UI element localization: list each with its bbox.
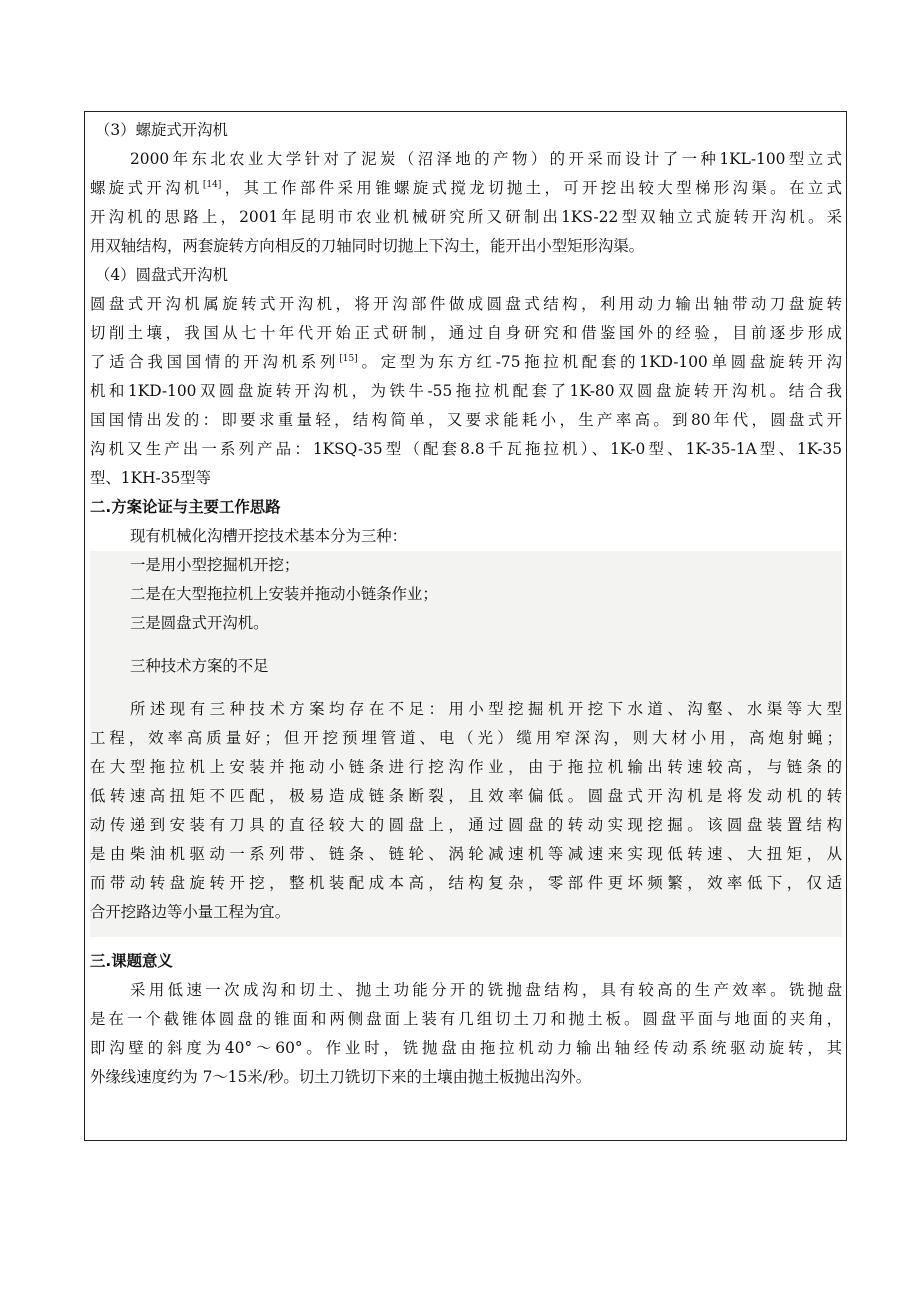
- chapter-heading-three: 三.课题意义: [90, 952, 173, 970]
- spacer: [90, 927, 842, 937]
- paragraph-line: 低转速高扭矩不匹配，极易造成链条断裂，且效率偏低。圆盘式开沟机是将发动机的转: [90, 787, 842, 805]
- chapter-heading-two: 二.方案论证与主要工作思路: [90, 498, 281, 516]
- paragraph-line: 工程，效率高质量好；但开挖预埋管道、电（光）缆用窄深沟，则大材小用，高炮射蝇；: [90, 729, 842, 747]
- paragraph-line: 合开挖路边等小量工程为宜。: [90, 903, 291, 921]
- citation: [14]: [202, 180, 222, 190]
- spacer: [90, 681, 842, 695]
- paragraph-line: 是在一个截锥体圆盘的锥面和两侧盘面上装有几组切土刀和抛土板。圆盘平面与地面的夹角，: [90, 1010, 842, 1028]
- paragraph-text: 。定型为东方红-75拖拉机配套的1KD-100单圆盘旋转开沟: [357, 353, 842, 371]
- paragraph-line: 在大型拖拉机上安装并拖动小链条进行挖沟作业，由于拖拉机输出转速较高，与链条的: [90, 758, 842, 776]
- list-item: 二是在大型拖拉机上安装并拖动小链条作业；: [130, 585, 438, 603]
- paragraph-line: 采用低速一次成沟和切土、抛土功能分开的铣抛盘结构，具有较高的生产效率。铣抛盘: [130, 981, 842, 999]
- section-heading-disc: （4）圆盘式开沟机: [95, 266, 228, 284]
- paragraph-line: 型、1KH-35型等: [90, 469, 212, 487]
- paragraph-line: 而带动转盘旋转开挖，整机装配成本高，结构复杂，零部件更坏频繁，效率低下，仅适: [90, 874, 842, 892]
- subheading: 三种技术方案的不足: [130, 657, 269, 675]
- section-heading-spiral: （3）螺旋式开沟机: [95, 121, 228, 139]
- paragraph-line: 2000年东北农业大学针对了泥炭（沼泽地的产物）的开采而设计了一种1KL-100型立式: [130, 150, 842, 168]
- paragraph-line: 国国情出发的：即要求重量轻，结构简单，又要求能耗小，生产率高。到80年代，圆盘式开: [90, 411, 842, 429]
- shaded-block: [90, 551, 842, 937]
- document-body: [90, 116, 842, 1092]
- paragraph-line: 圆盘式开沟机属旋转式开沟机，将开沟部件做成圆盘式结构，利用动力输出轴带动刀盘旋转: [90, 295, 842, 313]
- paragraph-text: 螺旋式开沟机: [90, 179, 203, 197]
- paragraph-line: 开沟机的思路上，2001年昆明市农业机械研究所又研制出1KS-22型双轴立式旋转开沟机。采: [90, 208, 842, 226]
- paragraph-text: 了适合我国国情的开沟机系列: [90, 353, 340, 371]
- paragraph-line: 切削土壤，我国从七十年代开始正式研制，通过自身研究和借鉴国外的经验，目前逐步形成: [90, 324, 842, 342]
- paragraph-line: 所述现有三种技术方案均存在不足：用小型挖掘机开挖下水道、沟壑、水渠等大型: [130, 700, 842, 718]
- citation: [15]: [339, 354, 358, 364]
- paragraph-line: 沟机又生产出一系列产品：1KSQ-35型（配套8.8千瓦拖拉机）、1K-0型、1K-35-1A型、1K-35: [90, 440, 842, 458]
- paragraph-text: ，其工作部件采用锥螺旋式搅龙切抛土，可开挖出较大型梯形沟渠。在立式: [221, 179, 842, 197]
- intro-line: 现有机械化沟槽开挖技术基本分为三种：: [130, 527, 408, 545]
- paragraph-line: 是由柴油机驱动一系列带、链条、链轮、涡轮减速机等减速来实现低转速、大扭矩，从: [90, 845, 842, 863]
- spacer: [90, 937, 842, 947]
- paragraph-line: 外缘线速度约为 7～15米/秒。切土刀铣切下来的土壤由抛土板抛出沟外。: [90, 1068, 592, 1086]
- list-item: 一是用小型挖掘机开挖；: [130, 556, 300, 574]
- paragraph-line: [90, 348, 842, 377]
- list-item: 三是圆盘式开沟机。: [130, 614, 269, 632]
- paragraph-line: 机和1KD-100双圆盘旋转开沟机，为铁牛-55拖拉机配套了1K-80双圆盘旋转开沟机。结合我: [90, 382, 842, 400]
- paragraph-line: 动传递到安装有刀具的直径较大的圆盘上，通过圆盘的转动实现挖掘。该圆盘装置结构: [90, 816, 842, 834]
- paragraph-line: [90, 174, 842, 203]
- paragraph-line: 用双轴结构，两套旋转方向相反的刀轴同时切抛上下沟土，能开出小型矩形沟渠。: [90, 237, 645, 255]
- spacer: [90, 638, 842, 652]
- paragraph-line: 即沟壁的斜度为40°～60°。作业时，铣抛盘由拖拉机动力输出轴经传动系统驱动旋转，其: [90, 1039, 842, 1057]
